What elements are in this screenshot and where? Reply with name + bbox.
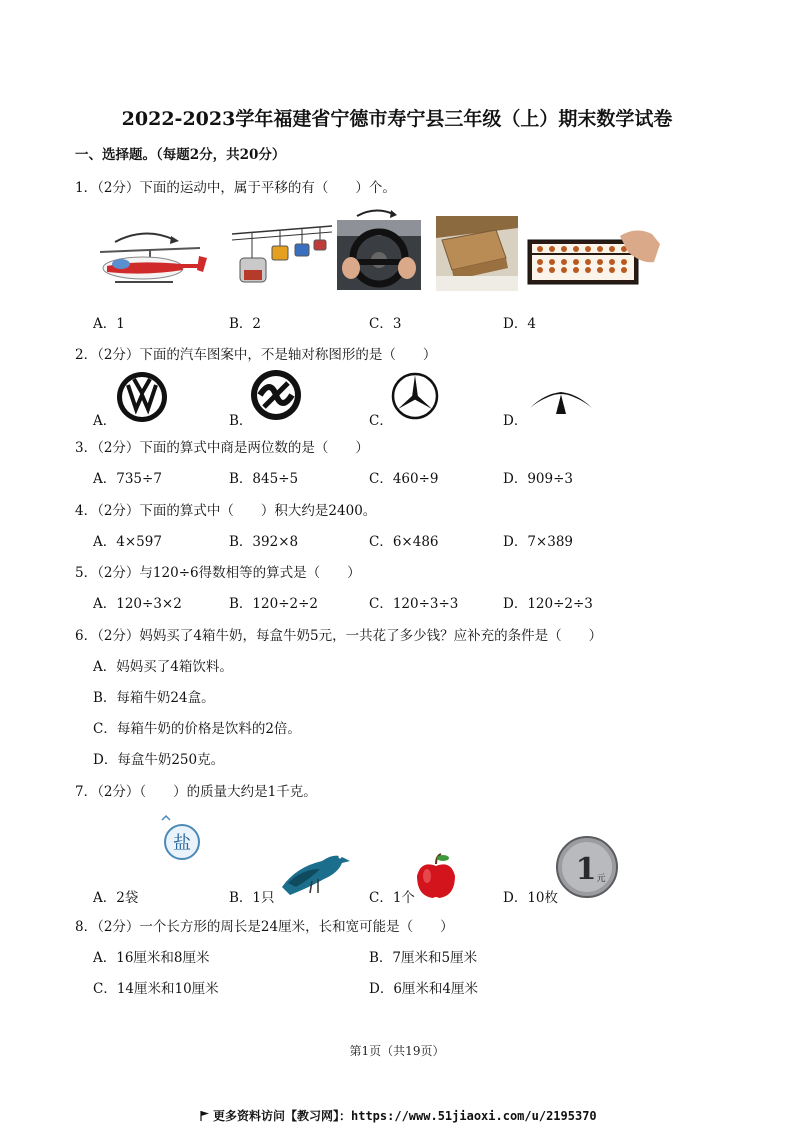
- abacus-image: [524, 222, 662, 290]
- option-5c: C．120÷3÷3: [369, 596, 459, 612]
- option-7a: A．2袋: [93, 890, 139, 906]
- infiniti-logo-icon: [528, 384, 594, 416]
- option-1a: A．1: [93, 316, 125, 332]
- flag-icon: [200, 1111, 209, 1121]
- cable-car-image: [232, 222, 332, 292]
- option-4d: D．7×389: [503, 534, 573, 550]
- coin-image: [555, 835, 619, 899]
- resource-banner[interactable]: [200, 1107, 597, 1124]
- page-number: 第1页（共19页）: [349, 1044, 445, 1058]
- option-3c: C．460÷9: [369, 471, 439, 487]
- coin-unit: 元: [596, 874, 606, 884]
- option-8b: B．7厘米和5厘米: [369, 950, 478, 966]
- option-8d: D．6厘米和4厘米: [369, 981, 479, 997]
- banner-text[interactable]: 更多资料访问【教习网】：https://www.51jiaoxi.com/u/2195370: [213, 1109, 597, 1123]
- option-8a: A．16厘米和8厘米: [93, 950, 210, 966]
- option-5b: B．120÷2÷2: [229, 596, 318, 612]
- drawer-image: [436, 216, 518, 291]
- coin-digit: 1: [575, 852, 597, 887]
- question-3: 3．（2分）下面的算式中商是两位数的是（ ）: [75, 440, 369, 456]
- question-2: 2．（2分）下面的汽车图案中，不是轴对称图形的是（ ）: [75, 347, 437, 363]
- steering-wheel-image: [337, 206, 421, 290]
- mercedes-logo-icon: [390, 371, 440, 421]
- option-8c: C．14厘米和10厘米: [93, 981, 219, 997]
- bird-image: [276, 845, 352, 899]
- question-8: 8．（2分）一个长方形的周长是24厘米，长和宽可能是（ ）: [75, 919, 454, 935]
- option-5d: D．120÷2÷3: [503, 596, 593, 612]
- apple-image: [413, 852, 459, 900]
- question-4: 4．（2分）下面的算式中（ ）积大约是2400。: [75, 503, 377, 519]
- option-7b: B．1只: [229, 890, 275, 906]
- option-2a: A．: [93, 413, 117, 429]
- page-title: 2022-2023学年福建省宁德市寿宁县三年级（上）期末数学试卷: [121, 108, 673, 130]
- question-6: 6．（2分）妈妈买了4箱牛奶，每盒牛奶5元，一共花了多少钱？应补充的条件是（ ）: [75, 628, 603, 644]
- option-4b: B．392×8: [229, 534, 299, 550]
- question-5: 5．（2分）与120÷6得数相等的算式是（ ）: [75, 565, 361, 581]
- option-6b: B．每箱牛奶24盒。: [93, 690, 215, 706]
- option-5a: A．120÷3×2: [93, 596, 182, 612]
- question-1: 1．（2分）下面的运动中，属于平移的有（ ）个。: [75, 180, 396, 196]
- option-7d: D．10枚: [503, 890, 559, 906]
- option-4a: A．4×597: [93, 534, 162, 550]
- salt-label: 盐: [173, 833, 191, 854]
- salt-bag-image: [158, 814, 204, 862]
- option-3d: D．909÷3: [503, 471, 573, 487]
- option-1d: D．4: [503, 316, 536, 332]
- volkswagen-logo-icon: [116, 371, 168, 423]
- option-6d: D．每盒牛奶250克。: [93, 752, 225, 768]
- option-4c: C．6×486: [369, 534, 439, 550]
- question-7: 7．（2分）（ ）的质量大约是1千克。: [75, 784, 317, 800]
- dongfeng-logo-icon: [250, 369, 302, 421]
- option-7c: C．1个: [369, 890, 415, 906]
- section-heading: 一、选择题。（每题2分，共20分）: [75, 147, 286, 163]
- option-6c: C．每箱牛奶的价格是饮料的2倍。: [93, 721, 301, 737]
- option-3a: A．735÷7: [93, 471, 162, 487]
- option-6a: A．妈妈买了4箱饮料。: [93, 659, 233, 675]
- option-2b: B．: [229, 413, 253, 429]
- option-1b: B．2: [229, 316, 262, 332]
- option-3b: B．845÷5: [229, 471, 299, 487]
- option-1c: C．3: [369, 316, 402, 332]
- option-2c: C．: [369, 413, 393, 429]
- option-2d: D．: [503, 413, 528, 429]
- helicopter-image: [95, 222, 213, 292]
